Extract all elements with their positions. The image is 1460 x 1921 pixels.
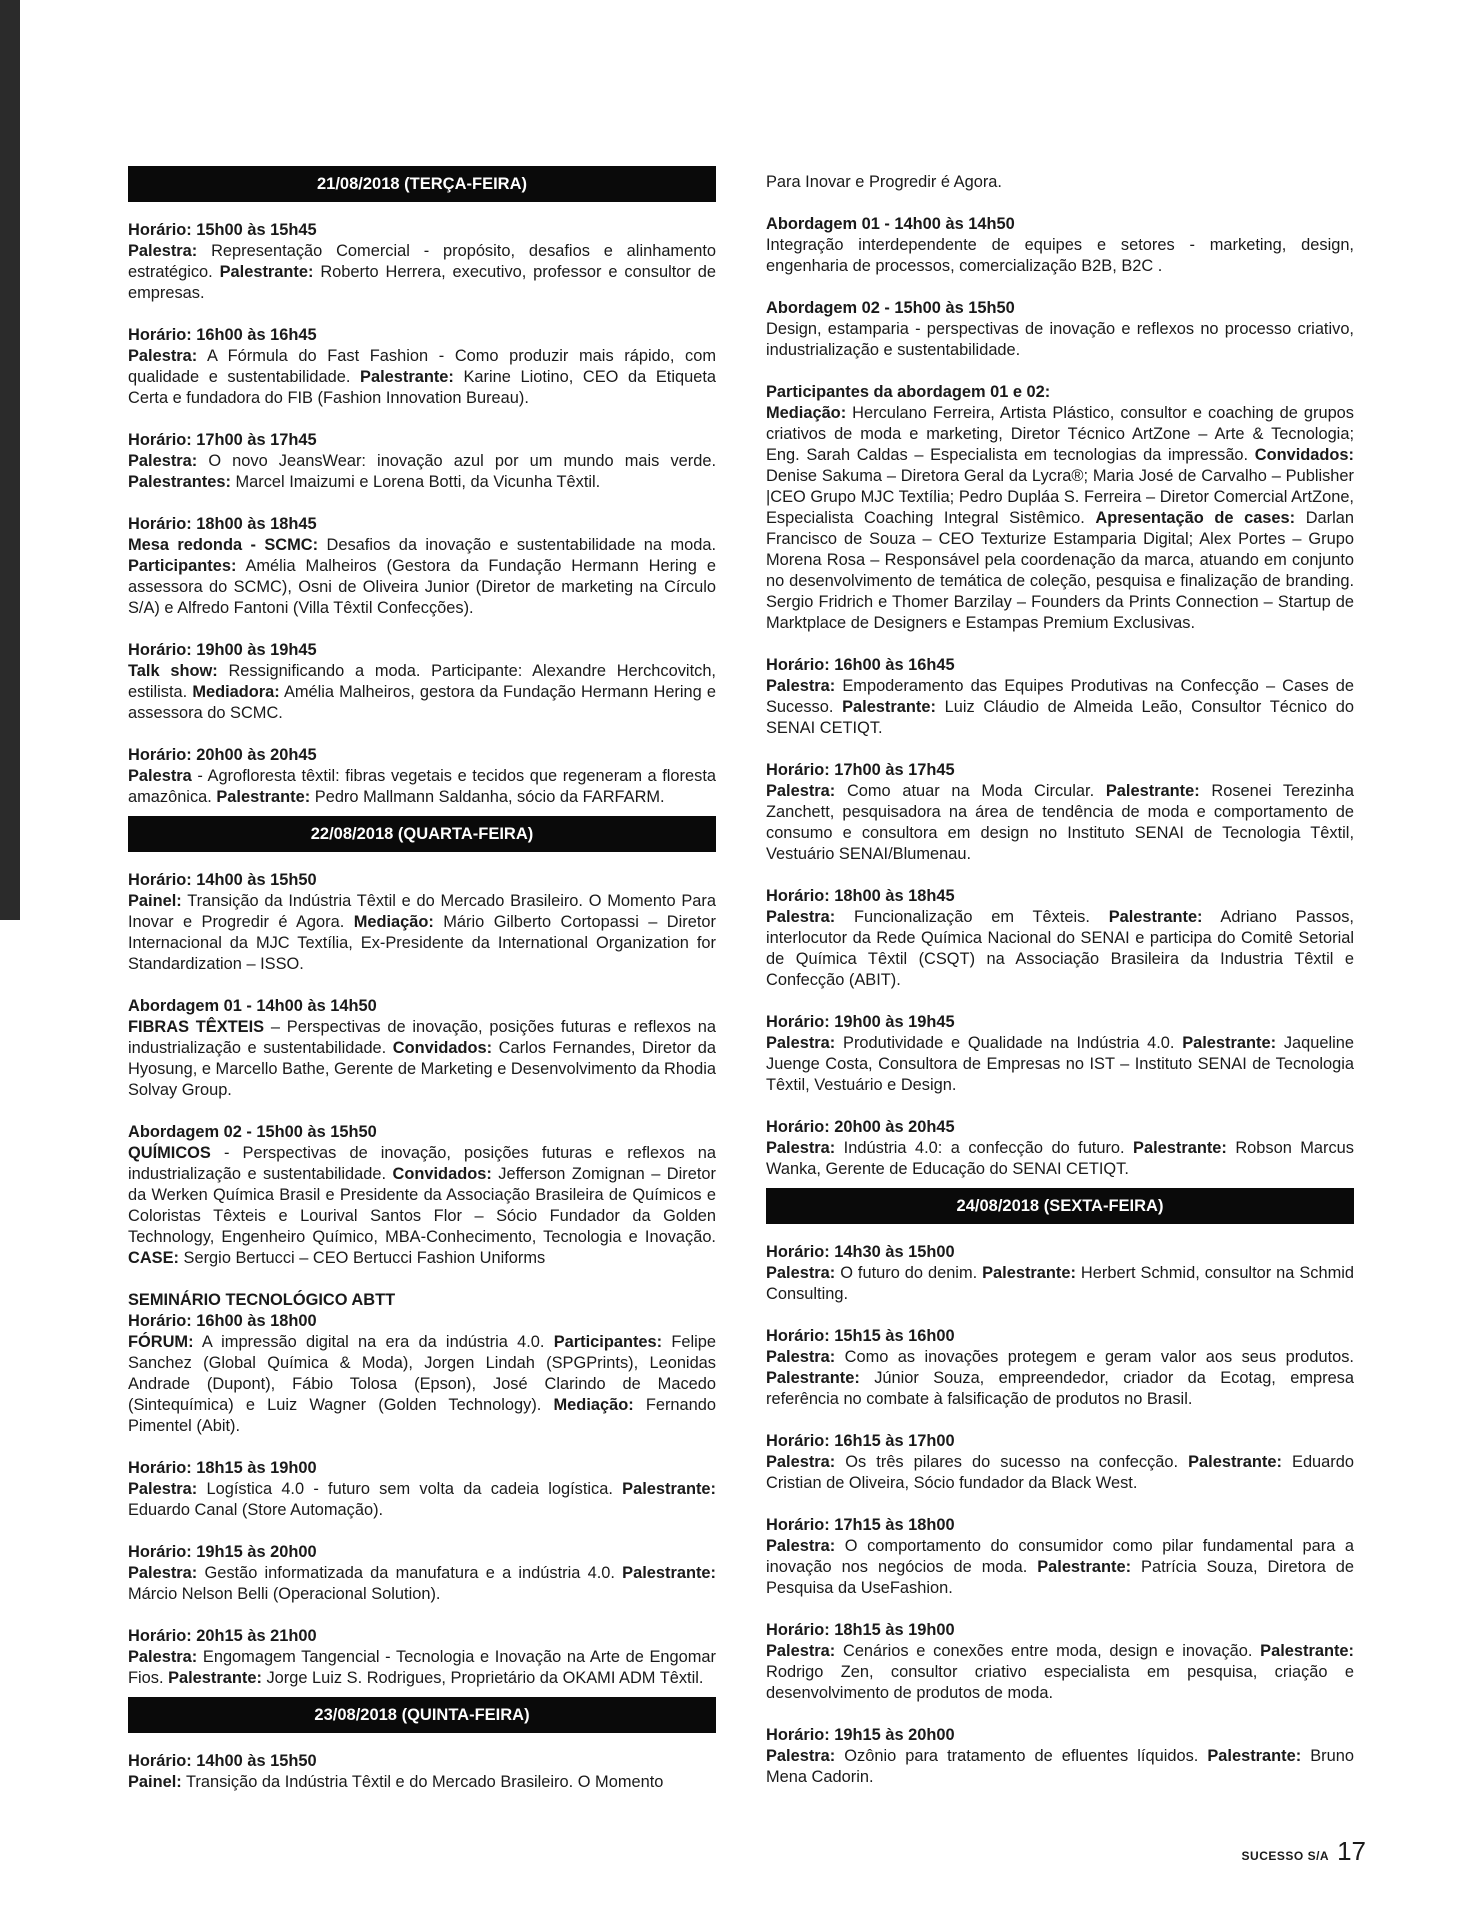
session-label: Palestra: — [128, 1480, 198, 1498]
participants-heading: Participantes da abordagem 01 e 02: — [766, 383, 1051, 401]
session-block — [128, 1626, 716, 1689]
session-block — [766, 655, 1354, 739]
session-text — [766, 1033, 1354, 1096]
session-label: Painel: — [128, 1773, 182, 1791]
session-time: Horário: 16h00 às 16h45 — [766, 656, 955, 674]
session-text — [128, 1017, 716, 1101]
session-block — [766, 298, 1354, 361]
speaker-desc: Márcio Nelson Belli (Operacional Solution). — [128, 1585, 441, 1603]
session-time: Horário: 14h00 às 15h50 — [128, 871, 317, 889]
session-time: Horário: 17h00 às 17h45 — [128, 431, 317, 449]
day-header-friday: 24/08/2018 (SEXTA-FEIRA) — [766, 1188, 1354, 1224]
session-time: Abordagem 02 - 15h00 às 15h50 — [128, 1123, 377, 1141]
session-desc: Ozônio para tratamento de efluentes líquidos. — [835, 1747, 1208, 1765]
session-label: Palestra: — [128, 1648, 198, 1666]
session-label: Palestra: — [766, 1034, 836, 1052]
session-time: Horário: 20h00 às 20h45 — [766, 1118, 955, 1136]
session-text — [128, 1143, 716, 1269]
speaker-desc: Herbert Schmid, consultor na Schmid Consulting. — [766, 1264, 1355, 1303]
session-text: Para Inovar e Progredir é Agora. — [766, 173, 1002, 191]
session-text — [128, 1772, 716, 1793]
session-time: Abordagem 01 - 14h00 às 14h50 — [128, 997, 377, 1015]
session-desc: Cenários e conexões entre moda, design e inovação. — [835, 1642, 1261, 1660]
speaker-desc: Amélia Malheiros (Gestora da Fundação Hermann Hering e assessora do SCMC), Osni de Oliveira Junior (Diretor de marketing na Círculo S/A) e Alfredo Fantoni (Villa Têxtil Confecções). — [128, 557, 716, 617]
session-block — [128, 1751, 716, 1793]
session-label: Palestra: — [766, 1747, 836, 1765]
session-text — [766, 1452, 1354, 1494]
session-label: Palestra — [128, 767, 192, 785]
moderator-desc: Mário Gilberto Cortopassi – Diretor Internacional da MJC Textília, Ex-Presidente da International Organization for Standardization – ISSO. — [128, 913, 716, 973]
session-text — [128, 1332, 716, 1437]
session-label: Palestra: — [766, 1453, 836, 1471]
session-block — [766, 1012, 1354, 1096]
session-desc: – Perspectivas de inovação, posições futuras e reflexos na industrialização e sustentabilidade. — [128, 1018, 716, 1057]
session-block — [128, 640, 716, 724]
moderator-label: Mediação: — [553, 1396, 634, 1414]
moderator-label: Mediação: — [766, 404, 847, 422]
session-block — [766, 1620, 1354, 1704]
session-desc: Logística 4.0 - futuro sem volta da cadeia logística. — [197, 1480, 623, 1498]
session-desc: A Fórmula do Fast Fashion - Como produzir mais rápido, com qualidade e sustentabilidade. — [128, 347, 716, 386]
session-desc: Os três pilares do sucesso na confecção. — [835, 1453, 1189, 1471]
guests-label: Convidados: — [392, 1165, 492, 1183]
session-desc: Integração interdependente de equipes e setores - marketing, design, engenharia de processos, comercialização B2B, B2C . — [766, 236, 1354, 275]
session-text — [128, 1479, 716, 1521]
session-text — [766, 676, 1354, 739]
session-block — [128, 1122, 716, 1269]
session-label: QUÍMICOS — [128, 1144, 211, 1162]
speaker-desc: Karine Liotino, CEO da Etiqueta Certa e fundadora do FIB (Fashion Innovation Bureau). — [128, 368, 716, 407]
session-label: Palestra: — [766, 908, 836, 926]
speaker-desc: Rosenei Terezinha Zanchett, pesquisadora na área de tendência de moda e comportamento de consumo e consultora em design no Instituto SENAI de Tecnologia Têxtil, Vestuário SENAI/Blumenau. — [766, 782, 1355, 863]
page-number: 17 — [1337, 1836, 1366, 1866]
session-block — [128, 870, 716, 975]
session-block — [128, 1458, 716, 1521]
speaker-label: Palestrante: — [168, 1669, 262, 1687]
right-column — [766, 172, 1354, 1809]
speaker-desc: Bruno Mena Cadorin. — [766, 1747, 1354, 1786]
session-block — [128, 996, 716, 1101]
speaker-label: Palestrante: — [622, 1564, 716, 1582]
session-text — [128, 766, 716, 808]
session-desc: Produtividade e Qualidade na Indústria 4.0. — [835, 1034, 1183, 1052]
session-text — [128, 535, 716, 619]
session-desc: Como as inovações protegem e geram valor aos seus produtos. — [835, 1348, 1354, 1366]
session-text — [128, 1647, 716, 1689]
session-label: Palestra: — [766, 1264, 836, 1282]
session-time: Horário: 16h00 às 16h45 — [128, 326, 317, 344]
left-column — [128, 166, 716, 1814]
session-label: Palestra: — [766, 1348, 836, 1366]
session-desc: Representação Comercial - propósito, desafios e alinhamento estratégico. — [128, 242, 716, 281]
session-block — [766, 760, 1354, 865]
speaker-desc: Rodrigo Zen, consultor criativo especialista em pesquisa, criação e desenvolvimento de produtos de moda. — [766, 1663, 1354, 1702]
session-desc: - Perspectivas de inovação, posições futuras e reflexos na industrialização e sustentabilidade. — [128, 1144, 716, 1183]
session-block — [128, 430, 716, 493]
seminar-title: SEMINÁRIO TECNOLÓGICO ABTT — [128, 1291, 396, 1309]
speaker-label: Mediadora: — [192, 683, 280, 701]
participants-label: Participantes: — [553, 1333, 663, 1351]
speaker-desc: Pedro Mallmann Saldanha, sócio da FARFARM. — [310, 788, 665, 806]
participants-desc: Felipe Sanchez (Global Química & Moda), Jorgen Lindah (SPGPrints), Leonidas Andrade (Dupont), Fábio Tolosa (Epson), José Clarindo de Macedo (Sintequímica) e Luiz Wagner (Golden Technology). — [128, 1333, 717, 1414]
session-label: Talk show: — [128, 662, 218, 680]
session-text — [766, 1347, 1354, 1410]
session-label: Palestra: — [128, 452, 198, 470]
session-label: FÓRUM: — [128, 1333, 194, 1351]
session-text — [766, 1746, 1354, 1788]
session-text — [766, 781, 1354, 865]
guests-label: Convidados: — [392, 1039, 493, 1057]
day-header-tuesday: 21/08/2018 (TERÇA-FEIRA) — [128, 166, 716, 202]
session-block — [766, 214, 1354, 277]
speaker-label: Palestrante: — [1207, 1747, 1302, 1765]
session-time: Horário: 19h15 às 20h00 — [128, 1543, 317, 1561]
case-desc: Sergio Bertucci – CEO Bertucci Fashion Uniforms — [179, 1249, 546, 1267]
session-desc: Engomagem Tangencial - Tecnologia e Inovação na Arte de Engomar Fios. — [128, 1648, 716, 1687]
session-text — [766, 1263, 1354, 1305]
session-text — [766, 1138, 1354, 1180]
session-desc: Ressignificando a moda. Participante: Alexandre Herchcovitch, estilista. — [128, 662, 716, 701]
session-time: Horário: 20h15 às 21h00 — [128, 1627, 317, 1645]
session-time: Horário: 14h00 às 15h50 — [128, 1752, 317, 1770]
session-label: Palestra: — [128, 242, 198, 260]
session-time: Horário: 18h00 às 18h45 — [766, 887, 955, 905]
speaker-label: Palestrante: — [216, 788, 311, 806]
session-text — [766, 907, 1354, 991]
session-time: Horário: 18h00 às 18h45 — [128, 515, 317, 533]
speaker-label: Participantes: — [128, 557, 237, 575]
session-text — [766, 403, 1354, 634]
session-block — [128, 1290, 716, 1437]
speaker-desc: Adriano Passos, interlocutor da Rede Química Nacional do SENAI e participa do Comitê Setorial de Química Têxtil (CSQT) na Associação Brasileira da Industria Têxtil e Confecção (ABIT). — [766, 908, 1354, 989]
speaker-desc: Luiz Cláudio de Almeida Leão, Consultor Técnico do SENAI CETIQT. — [766, 698, 1354, 737]
moderator-desc: Fernando Pimentel (Abit). — [128, 1396, 717, 1435]
speaker-desc: Eduardo Cristian de Oliveira, Sócio fundador da Black West. — [766, 1453, 1354, 1492]
session-text — [128, 891, 716, 975]
guests-desc: Jefferson Zomignan – Diretor da Werken Química Brasil e Presidente da Associação Brasileira de Químicos e Coloristas Têxteis e Lourival Santos Flor – Sócio Fundador da Golden Technology, Engenheiro Químico, MBA-Conhecimento, Tecnologia e Inovação. — [128, 1165, 716, 1246]
speaker-label: Palestrante: — [1188, 1453, 1282, 1471]
session-block — [766, 382, 1354, 634]
speaker-desc: Eduardo Canal (Store Automação). — [128, 1501, 384, 1519]
guests-label: Convidados: — [1254, 446, 1354, 464]
guests-desc: Denise Sakuma – Diretora Geral da Lycra®; Maria José de Carvalho – Publisher |CEO Grupo MJC Textília; Pedro Dupláa S. Ferreira – Diretor Comercial ArtZone, Especialista Coaching Integral Sistêmico. — [766, 467, 1354, 527]
speaker-desc: Marcel Imaizumi e Lorena Botti, da Vicunha Têxtil. — [230, 473, 601, 491]
session-text — [766, 1536, 1354, 1599]
speaker-label: Palestrante: — [982, 1264, 1076, 1282]
session-block-continued — [766, 172, 1354, 193]
cases-desc: Darlan Francisco de Souza – CEO Texturize Estamparia Digital; Alex Portes – Grupo Morena Rosa – Responsável pela coordenação da marca, atuando em conjunto no desenvolvimento de temática de coleção, pesquisa e finalização de branding. Sergio Fridrich e Thomer Barzilay – Founders da Prints Connection – Startup de Marktplace de Designers e Estampas Premium Exclusivas. — [766, 509, 1355, 632]
session-time: Horário: 19h15 às 20h00 — [766, 1726, 955, 1744]
speaker-desc: Jorge Luiz S. Rodrigues, Proprietário da OKAMI ADM Têxtil. — [261, 1669, 704, 1687]
session-time: Horário: 20h00 às 20h45 — [128, 746, 317, 764]
session-desc: A impressão digital na era da indústria 4.0. — [193, 1333, 554, 1351]
session-desc: Transição da Indústria Têxtil e do Mercado Brasileiro. O Momento Para Inovar e Progredir é Agora. — [128, 892, 716, 931]
session-desc: Funcionalização em Têxteis. — [835, 908, 1109, 926]
session-time: Abordagem 01 - 14h00 às 14h50 — [766, 215, 1015, 233]
case-label: CASE: — [128, 1249, 179, 1267]
session-label: Painel: — [128, 892, 182, 910]
page-footer — [1242, 1836, 1366, 1867]
session-block — [128, 325, 716, 409]
session-time: Horário: 18h15 às 19h00 — [766, 1621, 955, 1639]
session-time: Horário: 18h15 às 19h00 — [128, 1459, 317, 1477]
session-time: Horário: 17h00 às 17h45 — [766, 761, 955, 779]
session-label: Palestra: — [766, 782, 836, 800]
day-header-thursday: 23/08/2018 (QUINTA-FEIRA) — [128, 1697, 716, 1733]
session-label: Palestra: — [766, 1139, 836, 1157]
speaker-label: Palestrante: — [360, 368, 454, 386]
session-time: Horário: 15h00 às 15h45 — [128, 221, 317, 239]
speaker-label: Palestrante: — [1260, 1642, 1354, 1660]
speaker-desc: Patrícia Souza, Diretora de Pesquisa da UseFashion. — [766, 1558, 1355, 1597]
session-block — [128, 514, 716, 619]
speaker-label: Palestrante: — [1105, 782, 1200, 800]
session-text — [128, 241, 716, 304]
session-desc: Como atuar na Moda Circular. — [835, 782, 1106, 800]
session-time: Horário: 15h15 às 16h00 — [766, 1327, 955, 1345]
session-text — [128, 346, 716, 409]
speaker-desc: Roberto Herrera, executivo, professor e consultor de empresas. — [128, 263, 716, 302]
session-label: Palestra: — [766, 1642, 836, 1660]
session-text — [128, 451, 716, 493]
session-text — [128, 1563, 716, 1605]
session-text — [128, 661, 716, 724]
session-block — [766, 1515, 1354, 1599]
speaker-desc: Júnior Souza, empreendedor, criador da Ecotag, empresa referência no combate à falsificação de produtos no Brasil. — [766, 1369, 1354, 1408]
session-desc: O comportamento do consumidor como pilar fundamental para a inovação nos negócios de moda. — [766, 1537, 1354, 1576]
session-time: Horário: 16h00 às 18h00 — [128, 1312, 317, 1330]
moderator-label: Mediação: — [353, 913, 434, 931]
session-desc: Transição da Indústria Têxtil e do Mercado Brasileiro. O Momento — [181, 1773, 664, 1791]
speaker-label: Palestrante: — [1037, 1558, 1132, 1576]
moderator-desc: Herculano Ferreira, Artista Plástico, consultor e coaching de grupos criativos de moda e marketing, Diretor Técnico ArtZone – Arte & Tecnologia; Eng. Sarah Caldas – Especialista em tecnologias da impressão. — [766, 404, 1354, 464]
speaker-label: Palestrantes: — [128, 473, 231, 491]
session-label: Palestra: — [766, 677, 836, 695]
side-decor-bar — [0, 0, 20, 920]
session-time: Horário: 14h30 às 15h00 — [766, 1243, 955, 1261]
session-block — [766, 1725, 1354, 1788]
session-label: FIBRAS TÊXTEIS — [128, 1018, 265, 1036]
session-block — [766, 1117, 1354, 1180]
session-desc: - Agrofloresta têxtil: fibras vegetais e tecidos que regeneram a floresta amazônica. — [128, 767, 716, 806]
speaker-desc: Amélia Malheiros, gestora da Fundação Hermann Hering e assessora do SCMC. — [128, 683, 716, 722]
session-block — [128, 220, 716, 304]
session-time: Horário: 19h00 às 19h45 — [766, 1013, 955, 1031]
session-desc: O novo JeansWear: inovação azul por um mundo mais verde. — [197, 452, 716, 470]
session-desc: O futuro do denim. — [835, 1264, 983, 1282]
session-block — [766, 1242, 1354, 1305]
speaker-label: Palestrante: — [622, 1480, 716, 1498]
speaker-label: Palestrante: — [1108, 908, 1203, 926]
speaker-desc: Robson Marcus Wanka, Gerente de Educação do SENAI CETIQT. — [766, 1139, 1354, 1178]
session-block — [766, 886, 1354, 991]
session-desc: Desafios da inovação e sustentabilidade na moda. — [318, 536, 716, 554]
session-label: Palestra: — [128, 347, 198, 365]
session-label: Mesa redonda - SCMC: — [128, 536, 319, 554]
session-desc: Gestão informatizada da manufatura e a indústria 4.0. — [197, 1564, 623, 1582]
speaker-label: Palestrante: — [766, 1369, 860, 1387]
speaker-label: Palestrante: — [1182, 1034, 1277, 1052]
magazine-brand: SUCESSO S/A — [1241, 1849, 1330, 1863]
session-text — [766, 1641, 1354, 1704]
session-time: Horário: 19h00 às 19h45 — [128, 641, 317, 659]
speaker-label: Palestrante: — [219, 263, 314, 281]
session-time: Horário: 17h15 às 18h00 — [766, 1516, 955, 1534]
session-time: Horário: 16h15 às 17h00 — [766, 1432, 955, 1450]
cases-label: Apresentação de cases: — [1095, 509, 1296, 527]
session-desc: Design, estamparia - perspectivas de inovação e reflexos no processo criativo, industrialização e sustentabilidade. — [766, 320, 1354, 359]
session-desc: Empoderamento das Equipes Produtivas na Confecção – Cases de Sucesso. — [766, 677, 1354, 716]
day-header-wednesday: 22/08/2018 (QUARTA-FEIRA) — [128, 816, 716, 852]
session-block — [766, 1326, 1354, 1410]
session-block — [128, 745, 716, 808]
speaker-desc: Jaqueline Juenge Costa, Consultora de Empresas no IST – Instituto SENAI de Tecnologia Têxtil, Vestuário e Design. — [766, 1034, 1354, 1094]
speaker-label: Palestrante: — [1133, 1139, 1227, 1157]
session-block — [128, 1542, 716, 1605]
session-time: Abordagem 02 - 15h00 às 15h50 — [766, 299, 1015, 317]
guests-desc: Carlos Fernandes, Diretor da Hyosung, e Marcello Bathe, Gerente de Marketing e Desenvolvimento da Rhodia Solvay Group. — [128, 1039, 716, 1099]
session-block — [766, 1431, 1354, 1494]
session-label: Palestra: — [128, 1564, 198, 1582]
speaker-label: Palestrante: — [842, 698, 936, 716]
session-desc: Indústria 4.0: a confecção do futuro. — [835, 1139, 1134, 1157]
session-label: Palestra: — [766, 1537, 836, 1555]
